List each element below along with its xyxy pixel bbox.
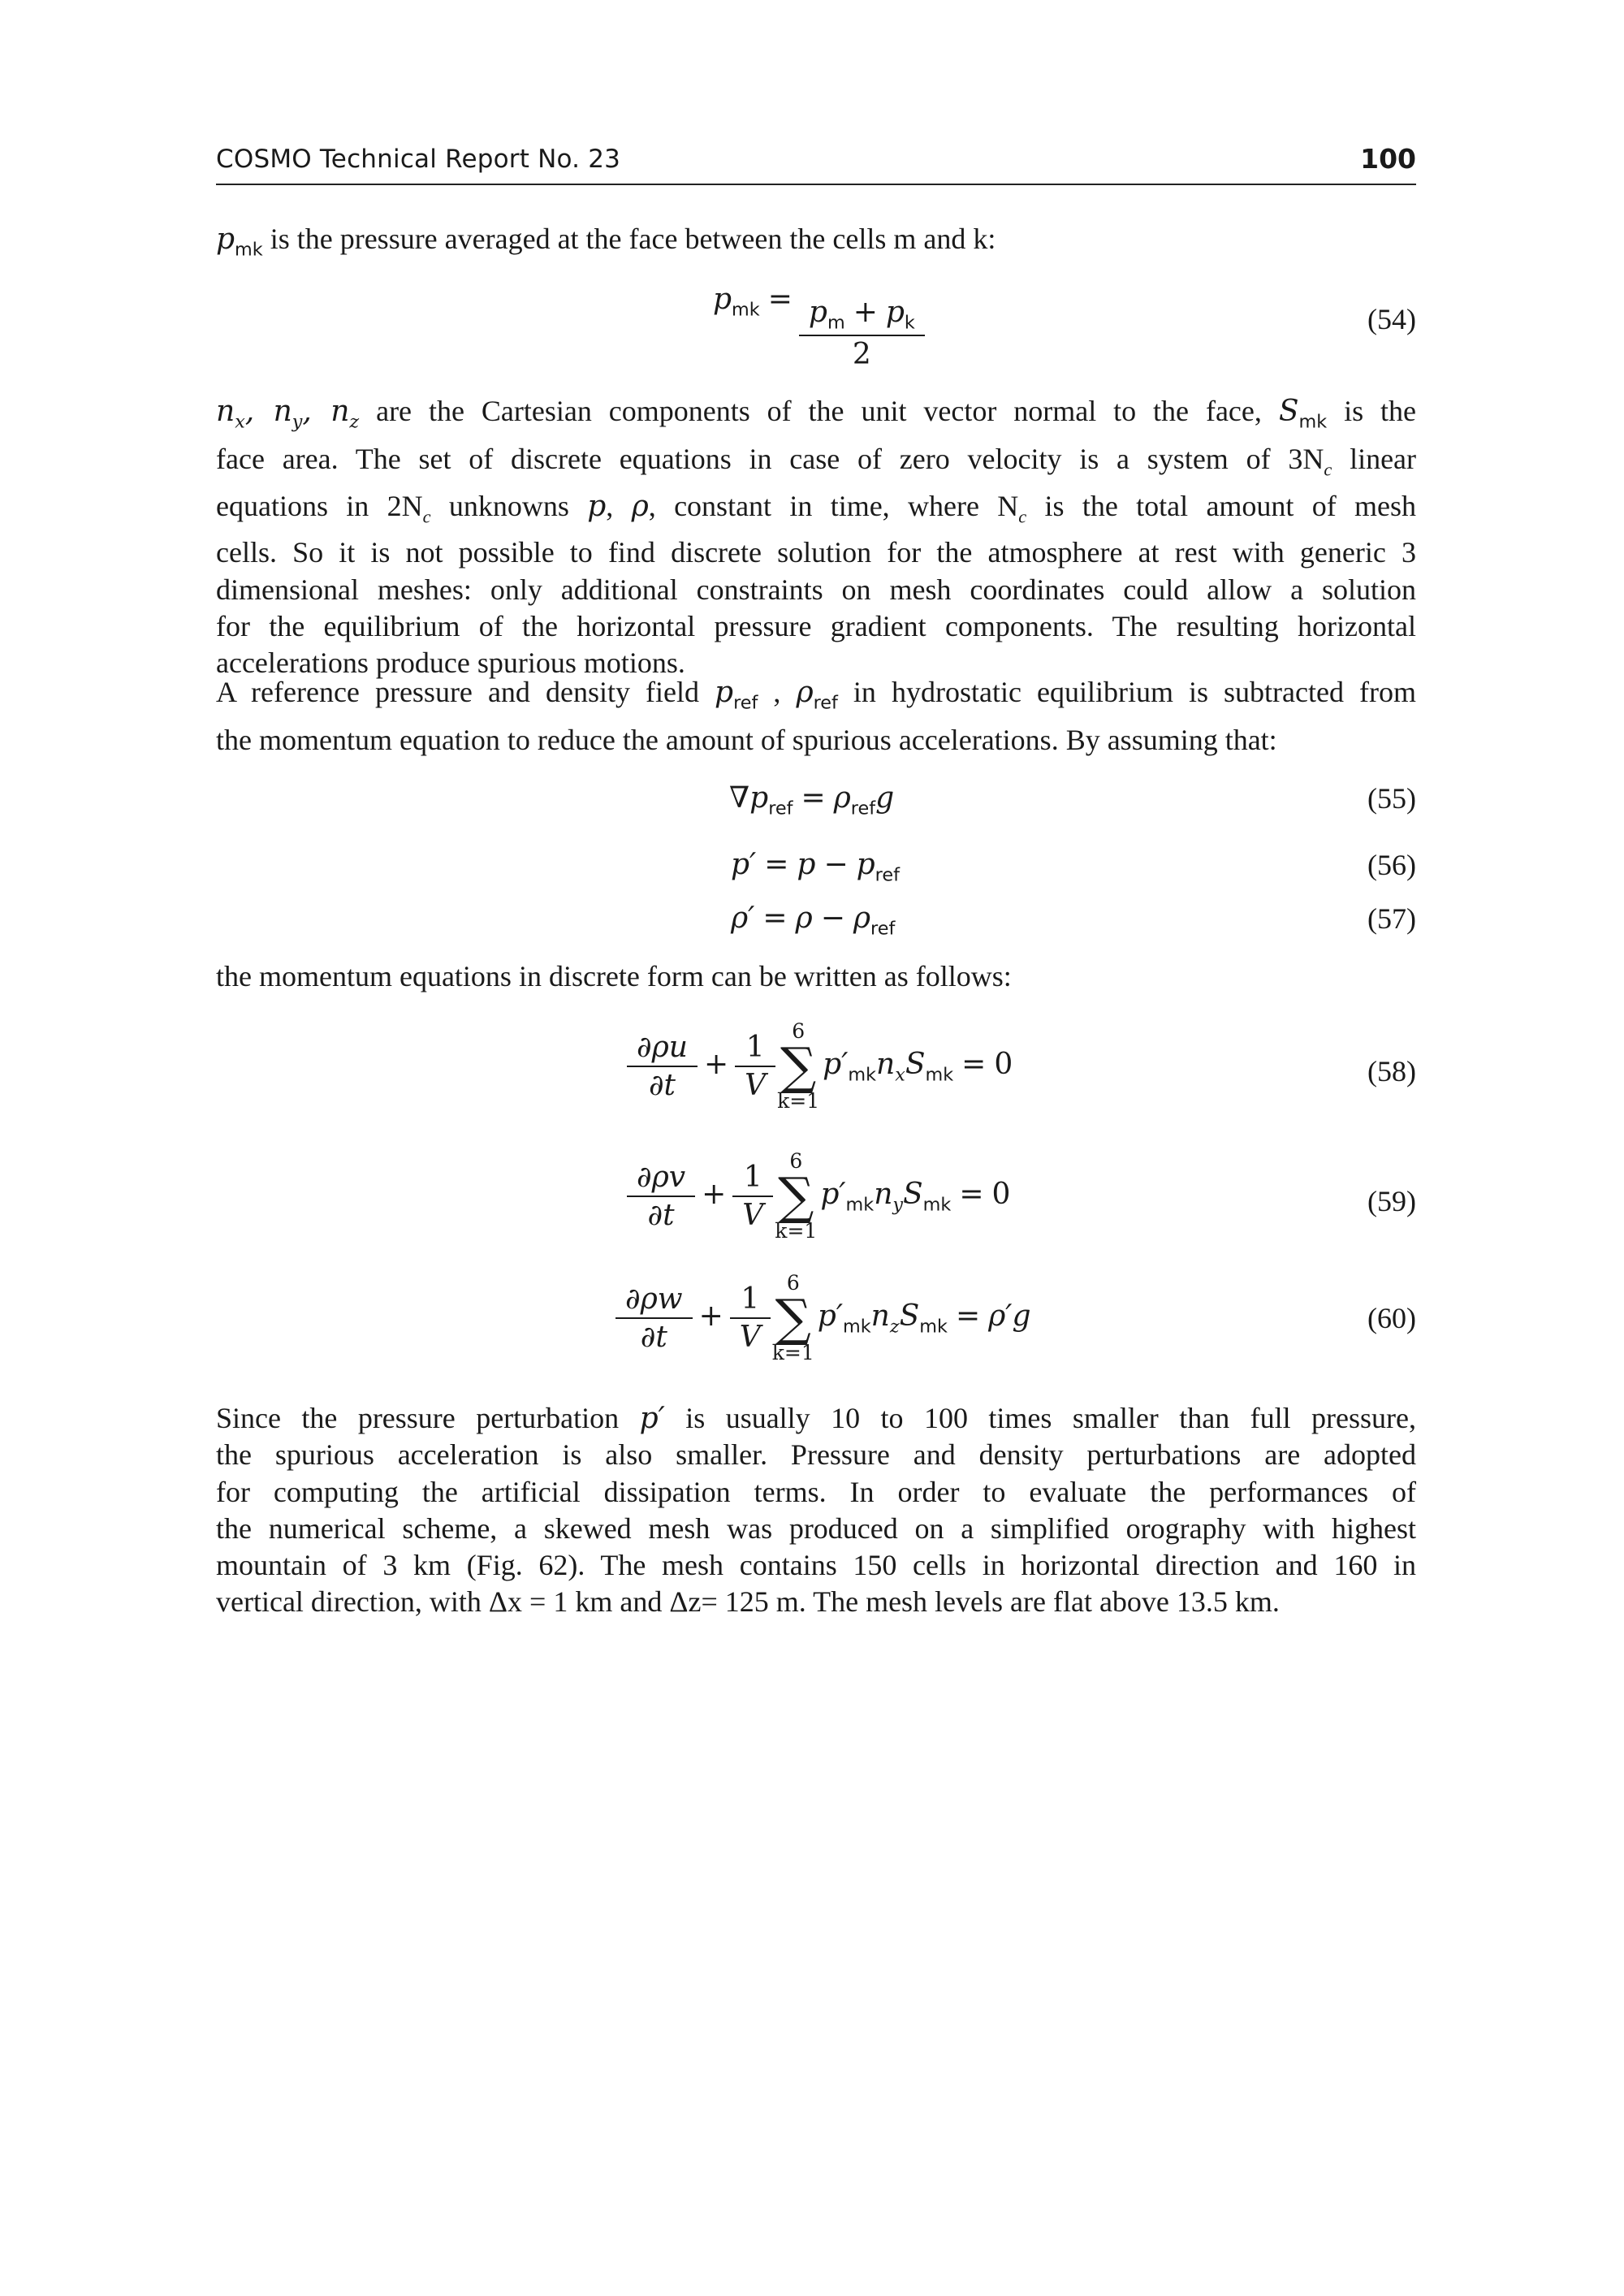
paragraph-reference-pressure: A reference pressure and density field $p_{ref}$ , $\rho_{ref}$ in hydrostatic equilibrium is subtracted from the momentum equation to reduce the amount of spurious accelerations. By assuming that: (216, 676, 1417, 756)
equation-55: $\nabla p_{ref} = \rho_{ref}g$ (729, 781, 895, 819)
report-title: COSMO Technical Report No. 23 (216, 145, 621, 174)
equation-56: $p' = p - p_{ref}$ (731, 848, 900, 886)
equation-57: $\rho' = \rho - \rho_{ref}$ (731, 902, 896, 940)
paragraph-discrete-equations: $n_x$, $n_y$, $n_z$ are the Cartesian components of the unit vector normal to the face, $S_{mk}$ is the face area. The set of discrete equations in case of zero velocity is a system of $3N_c$ linear equations in $2N_c$ unknowns p, ρ, constant in time, where $N_c$ is the total amount of mesh cells. So it is not possible to find discrete solution for the atmosphere at rest with generic 3 dimensional meshes: only additional constraints on mesh coordinates could allow a solution for the equilibrium of the horizontal pressure gradient components. The resulting horizontal accelerations produce spurious motions. (216, 395, 1417, 680)
equation-number-54: (54) (1367, 303, 1416, 335)
equation-number-60: (60) (1367, 1302, 1416, 1334)
equation-number-59: (59) (1367, 1185, 1416, 1217)
equation-54: $p_{mk}$ = $\frac{p_m + p_k}{2}$ (713, 283, 923, 371)
var-p: p (216, 223, 235, 256)
sub-mk: mk (235, 239, 263, 261)
equation-number-56: (56) (1367, 849, 1416, 881)
running-header (216, 145, 1416, 185)
paragraph-momentum-intro: the momentum equations in discrete form can be written as follows: (216, 960, 1012, 992)
paragraph-perturbation: Since the pressure perturbation p′ is usually 10 to 100 times smaller than full pressure, the spurious acceleration is also smaller. Pressure and density perturbations are adopted for computing the artificial dissipation terms. In order to evaluate the performances of the numerical scheme, a skewed mesh was produced on a simplified orography with highest mountain of 3 km (Fig. 62). The mesh contains 150 cells in horizontal direction and 160 in vertical direction, with Δx = 1 km and Δz= 125 m. The mesh levels are flat above 13.5 km. (216, 1402, 1417, 1619)
equation-number-58: (58) (1367, 1055, 1416, 1087)
paragraph-pmk-definition (216, 221, 1416, 269)
equation-59: $\frac{\partial\rho v}{\partial t}$ + $\frac{1}{V}$ 6 ∑ k=1 $p'_{mk}n_yS_{mk} = 0$ (628, 1150, 1010, 1243)
page-number: 100 (1360, 143, 1416, 175)
equation-60: $\frac{\partial\rho w}{\partial t}$ + $\frac{1}{V}$ 6 ∑ k=1 $p'_{mk}n_zS_{mk} = \rho'g$ (617, 1272, 1031, 1364)
equation-number-55: (55) (1367, 782, 1416, 815)
equation-number-57: (57) (1367, 902, 1416, 935)
paragraph-text: is the pressure averaged at the face between the cells m and k: (270, 223, 996, 255)
equation-58: $\frac{\partial\rho u}{\partial t}$ + $\frac{1}{V}$ 6 ∑ k=1 $p'_{mk}n_xS_{mk} = 0$ (628, 1020, 1013, 1113)
